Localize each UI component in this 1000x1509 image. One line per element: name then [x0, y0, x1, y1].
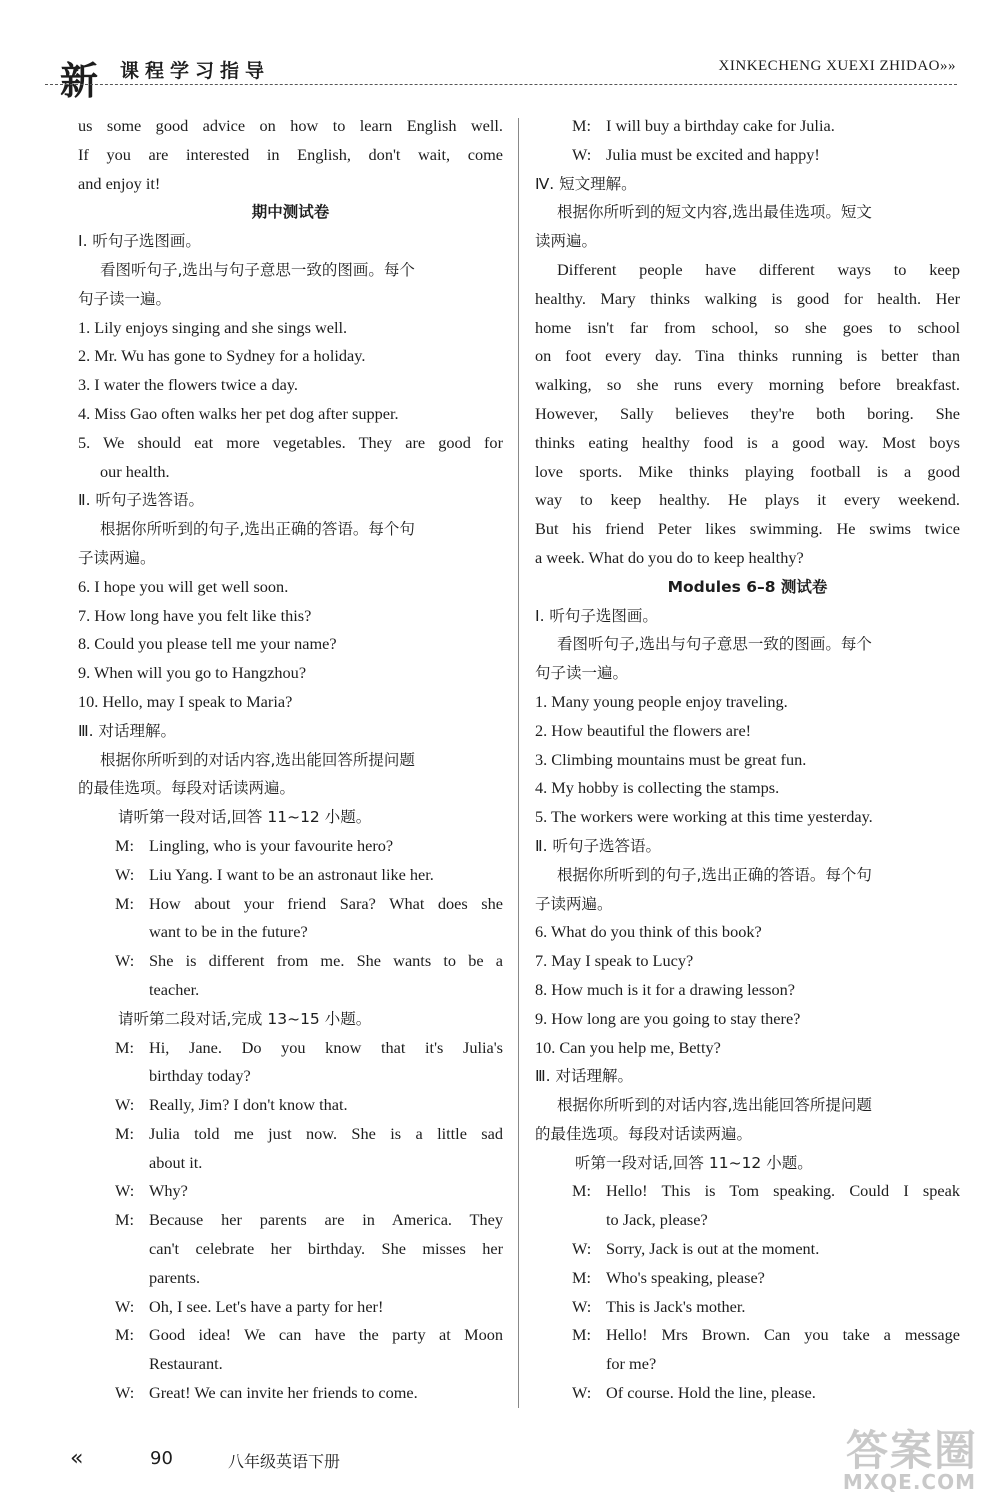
dialogue-line	[78, 1091, 503, 1120]
text-line: walking, so she runs every morning before breakfast.	[535, 375, 960, 395]
speaker-label: W:	[572, 1296, 592, 1316]
dialogue-continuation: can't celebrate her birthday. She misses her	[149, 1239, 503, 1259]
text-line: 5. The workers were working at this time yesterday.	[535, 807, 873, 827]
dialogue-line	[78, 1034, 503, 1063]
text-line: way to keep healthy. He plays it every weekend.	[535, 490, 960, 510]
text-line: 2. Mr. Wu has gone to Sydney for a holiday.	[78, 346, 366, 366]
instruction-line: Ⅲ. 对话理解。	[535, 1067, 634, 1086]
left-column	[78, 112, 503, 1408]
text-line: 7. How long have you felt like this?	[78, 605, 312, 625]
dialogue-text: How about your friend Sara? What does she	[149, 893, 503, 913]
text-line: 2. How beautiful the flowers are!	[535, 720, 752, 740]
instruction-line: 子读两遍。	[78, 548, 156, 567]
instruction-line: Ⅱ. 听句子选答语。	[78, 491, 204, 510]
speaker-label: M:	[572, 116, 592, 135]
watermark-text: 答案圈	[845, 1426, 978, 1475]
text-line: 4. My hobby is collecting the stamps.	[535, 778, 780, 798]
dialogue-continuation: about it.	[149, 1152, 203, 1172]
text-line: 10. Hello, may I speak to Maria?	[78, 691, 293, 711]
instruction-line: 的最佳选项。每段对话读两遍。	[78, 779, 296, 798]
text-line: our health.	[100, 461, 170, 481]
dialogue-intro: 听第一段对话,回答 11~12 小题。	[575, 1153, 813, 1172]
dialogue-text: Sorry, Jack is out at the moment.	[606, 1239, 820, 1259]
speaker-label: M:	[572, 1181, 592, 1201]
instruction-line: 根据你所听到的短文内容,选出最佳选项。短文	[557, 203, 872, 222]
page-number: 90	[150, 1448, 173, 1469]
dialogue-line	[78, 832, 503, 861]
dialogue-line	[535, 1235, 960, 1264]
instruction-line: 看图听句子,选出与句子意思一致的图画。每个	[557, 635, 872, 654]
double-chevron-icon: »»	[940, 58, 956, 74]
dialogue-line	[535, 141, 960, 170]
speaker-label: M:	[115, 1325, 135, 1345]
instruction-line: 子读两遍。	[535, 894, 613, 913]
instruction-line: 句子读一遍。	[535, 664, 629, 683]
text-line: However, Sally believes they're both boring. She	[535, 403, 960, 423]
dialogue-continuation: to Jack, please?	[606, 1210, 708, 1230]
series-title-chinese: 课程学习指导	[120, 60, 271, 82]
dialogue-text: Good idea! We can have the party at Moon	[149, 1325, 503, 1345]
text-line: us some good advice on how to learn English well.	[78, 116, 503, 135]
dialogue-line	[535, 1177, 960, 1206]
dialogue-text: Of course. Hold the line, please.	[606, 1383, 816, 1403]
speaker-label: W:	[115, 1181, 135, 1201]
text-line: love sports. Mike thinks playing football is a good	[535, 461, 960, 481]
speaker-label: W:	[115, 1383, 135, 1403]
section-title: Modules 6–8 测试卷	[667, 577, 828, 596]
instruction-line: Ⅲ. 对话理解。	[78, 721, 177, 740]
instruction-line: Ⅳ. 短文理解。	[535, 174, 637, 193]
paragraph-first-line: Different people have different ways to keep	[557, 259, 960, 279]
page-header	[60, 48, 960, 103]
text-line: and enjoy it!	[78, 173, 161, 193]
text-line: 5. We should eat more vegetables. They are good for	[78, 432, 503, 452]
dialogue-text: Who's speaking, please?	[606, 1267, 765, 1287]
instruction-line: Ⅰ. 听句子选图画。	[535, 606, 658, 625]
instruction-line: 根据你所听到的对话内容,选出能回答所提问题	[557, 1096, 872, 1115]
text-line: 6. What do you think of this book?	[535, 922, 762, 942]
text-line: 10. Can you help me, Betty?	[535, 1037, 721, 1057]
instruction-line: 读两遍。	[535, 232, 598, 251]
watermark-logo	[828, 1418, 978, 1500]
text-line: 9. How long are you going to stay there?	[535, 1008, 801, 1028]
logo-character: 新	[60, 58, 97, 103]
dialogue-continuation: parents.	[149, 1267, 201, 1287]
dialogue-intro: 请听第二段对话,完成 13~15 小题。	[118, 1009, 372, 1028]
speaker-label: W:	[115, 864, 135, 884]
right-column	[535, 112, 960, 1408]
instruction-line: Ⅰ. 听句子选图画。	[78, 232, 201, 251]
dialogue-line	[78, 1206, 503, 1235]
dialogue-text: Really, Jim? I don't know that.	[149, 1095, 348, 1115]
speaker-label: M:	[572, 1325, 592, 1345]
text-line: on foot every day. Tina thinks running is better than	[535, 346, 960, 366]
text-line: 8. How much is it for a drawing lesson?	[535, 979, 795, 999]
speaker-label: M:	[115, 893, 135, 913]
speaker-label: W:	[572, 1383, 592, 1403]
text-line: 1. Lily enjoys singing and she sings well.	[78, 317, 348, 337]
speaker-label: M:	[115, 1037, 135, 1057]
dialogue-line	[78, 1293, 503, 1322]
dialogue-line	[535, 1293, 960, 1322]
dialogue-line	[78, 861, 503, 890]
dialogue-line	[78, 1120, 503, 1149]
page-footer	[70, 1446, 470, 1476]
dialogue-continuation: for me?	[606, 1354, 657, 1374]
dialogue-continuation: birthday today?	[149, 1066, 251, 1086]
text-line: a week. What do you do to keep healthy?	[535, 547, 804, 567]
dialogue-line	[535, 1264, 960, 1293]
text-line: 1. Many young people enjoy traveling.	[535, 691, 788, 711]
dialogue-line	[78, 947, 503, 976]
speaker-label: M:	[115, 1210, 135, 1230]
text-line: 3. I water the flowers twice a day.	[78, 375, 299, 395]
text-line: healthy. Mary thinks walking is good for health. Her	[535, 288, 960, 308]
speaker-label: M:	[115, 835, 135, 855]
dialogue-continuation: Restaurant.	[149, 1354, 223, 1374]
speaker-label: W:	[115, 1095, 135, 1115]
instruction-line: 根据你所听到的对话内容,选出能回答所提问题	[100, 750, 415, 769]
text-line: If you are interested in English, don't wait, come	[78, 144, 503, 164]
dialogue-line	[78, 1177, 503, 1206]
speaker-label: M:	[115, 1123, 135, 1143]
dialogue-text: Hi, Jane. Do you know that it's Julia's	[149, 1037, 503, 1057]
text-line: 4. Miss Gao often walks her pet dog after supper.	[78, 403, 399, 423]
dialogue-text: Julia told me just now. She is a little sad	[149, 1123, 503, 1143]
dialogue-text: Lingling, who is your favourite hero?	[149, 835, 394, 855]
speaker-label: W:	[572, 1239, 592, 1259]
dialogue-text: Julia must be excited and happy!	[606, 144, 820, 164]
dialogue-line	[535, 1321, 960, 1350]
instruction-line: 的最佳选项。每段对话读两遍。	[535, 1124, 753, 1143]
dialogue-text: Liu Yang. I want to be an astronaut like her.	[149, 864, 434, 884]
dialogue-intro: 请听第一段对话,回答 11~12 小题。	[118, 808, 372, 827]
text-line: home isn't far from school, so she goes to school	[535, 317, 960, 337]
instruction-line: Ⅱ. 听句子选答语。	[535, 836, 661, 855]
instruction-line: 根据你所听到的句子,选出正确的答语。每个句	[557, 865, 872, 884]
dialogue-line	[535, 112, 960, 141]
text-line: 6. I hope you will get well soon.	[78, 576, 289, 596]
dialogue-text: Why?	[149, 1181, 188, 1201]
dialogue-text: Hello! This is Tom speaking. Could I speak	[606, 1181, 960, 1201]
dialogue-line	[78, 890, 503, 919]
text-line: thinks eating healthy food is a good way. Most boys	[535, 432, 960, 452]
dialogue-text: She is different from me. She wants to be a	[149, 951, 503, 971]
header-divider	[45, 84, 957, 85]
dialogue-text: Oh, I see. Let's have a party for her!	[149, 1296, 384, 1316]
dialogue-text: Great! We can invite her friends to come.	[149, 1383, 418, 1403]
section-title: 期中测试卷	[251, 203, 330, 222]
dialogue-text: Because her parents are in America. They	[149, 1210, 503, 1230]
speaker-label: W:	[572, 144, 592, 164]
dialogue-text: I will buy a birthday cake for Julia.	[606, 116, 835, 135]
speaker-label: W:	[115, 951, 135, 971]
column-divider	[518, 118, 519, 1408]
watermark-url: MXQE.COM	[842, 1470, 976, 1494]
series-title-english: XINKECHENG XUEXI ZHIDAO»»	[718, 58, 956, 74]
double-chevron-left-icon: «	[70, 1446, 84, 1471]
dialogue-line	[535, 1379, 960, 1408]
text-line: 3. Climbing mountains must be great fun.	[535, 749, 807, 769]
dialogue-line	[78, 1321, 503, 1350]
dialogue-text: This is Jack's mother.	[606, 1296, 746, 1316]
text-line: 7. May I speak to Lucy?	[535, 951, 694, 971]
speaker-label: W:	[115, 1296, 135, 1316]
dialogue-continuation: want to be in the future?	[149, 922, 308, 942]
text-line: 9. When will you go to Hangzhou?	[78, 663, 307, 683]
speaker-label: M:	[572, 1267, 592, 1287]
dialogue-text: Hello! Mrs Brown. Can you take a message	[606, 1325, 960, 1345]
dialogue-continuation: teacher.	[149, 979, 200, 999]
instruction-line: 句子读一遍。	[78, 289, 172, 308]
text-line: 8. Could you please tell me your name?	[78, 634, 337, 654]
instruction-line: 根据你所听到的句子,选出正确的答语。每个句	[100, 520, 415, 539]
text-line: But his friend Peter likes swimming. He swims twice	[535, 519, 960, 539]
instruction-line: 看图听句子,选出与句子意思一致的图画。每个	[100, 260, 415, 279]
book-title: 八年级英语下册	[228, 1452, 341, 1471]
dialogue-line	[78, 1379, 503, 1408]
